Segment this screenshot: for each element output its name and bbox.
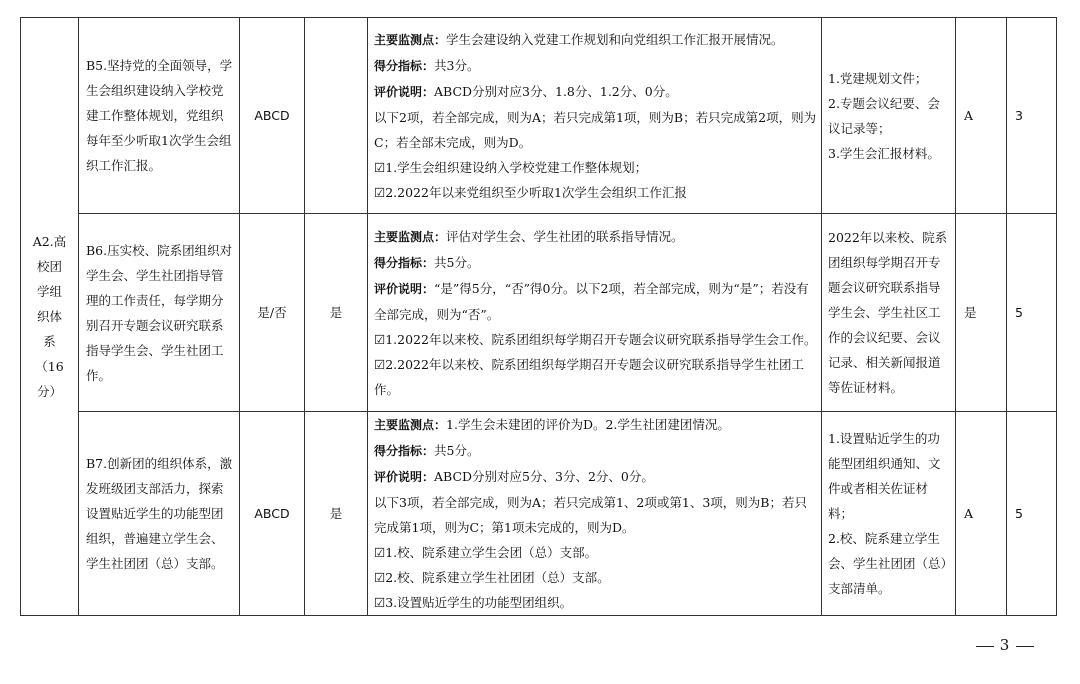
- type-cell: 是/否: [240, 214, 305, 412]
- detail-text: 共5分。: [434, 254, 480, 270]
- detail-line: [374, 276, 817, 327]
- table-row: [21, 18, 1057, 214]
- group-label-line: 系: [43, 334, 56, 349]
- self-eval-cell: 是: [305, 412, 368, 616]
- group-label-line: 校团: [36, 259, 62, 274]
- detail-line: 以下3项，若全部完成，则为A；若只完成第1、2项或第1、3项，则为B；若只完成第1项，则为C；第1项未完成的，则为D。: [374, 495, 807, 535]
- type-cell: ABCD: [240, 412, 305, 616]
- detail-line: 以下2项，若全部完成，则为A；若只完成第1项，则为B；若只完成第2项，则为C；若全部未完成，则为D。: [374, 109, 817, 150]
- detail-line: [374, 412, 817, 438]
- item-cell: B7.创新团的组织体系，激发班级团支部活力，探索设置贴近学生的功能型团组织，普遍建立学生会、学生社团团（总）支部。: [79, 412, 240, 616]
- group-cell: [21, 18, 79, 616]
- detail-cell: [368, 214, 822, 412]
- detail-line: ☑1.校、院系建立学生会团（总）支部。: [374, 545, 598, 560]
- page-number: [976, 636, 1034, 654]
- detail-label: 评价说明：: [374, 281, 435, 296]
- detail-cell: [368, 18, 822, 214]
- detail-line: ☑2.校、院系建立学生社团团（总）支部。: [374, 570, 610, 585]
- detail-line: ☑2.2022年以来校、院系团组织每学期召开专题会议研究联系指导学生社团工作。: [374, 356, 804, 397]
- item-cell: B5.坚持党的全面领导，学生会组织建设纳入学校党建工作整体规划，党组织每年至少听取1次学生会组织工作汇报。: [79, 18, 240, 214]
- detail-line: [374, 250, 817, 276]
- detail-text: 学生会建设纳入党建工作规划和向党组织工作汇报开展情况。: [446, 31, 784, 47]
- page-number-dash-left: [976, 646, 994, 647]
- self-eval-cell: 是: [305, 214, 368, 412]
- score-cell: 5: [1007, 412, 1057, 616]
- detail-line: [374, 27, 817, 53]
- detail-line: [374, 79, 817, 105]
- materials-cell: 2022年以来校、院系团组织每学期召开专题会议研究联系指导学生会、学生社区工作的会议纪要、会议记录、相关新闻报道等佐证材料。: [822, 214, 956, 412]
- detail-text: ABCD分别对应3分、1.8分、1.2分、0分。: [434, 83, 678, 99]
- score-cell: 3: [1007, 18, 1057, 214]
- detail-label: 评价说明：: [374, 84, 435, 99]
- material-line: 2.校、院系建立学生会、学生社团团（总）支部清单。: [828, 531, 947, 596]
- materials-cell: [822, 18, 956, 214]
- detail-line: ☑2.2022年以来党组织至少听取1次学生会组织工作汇报: [374, 184, 687, 200]
- detail-line: [374, 464, 817, 490]
- group-label-line: A2.高: [32, 234, 67, 249]
- detail-text: “是”得5分，“否”得0分。以下2项，若全部完成，则为“是”；若没有全部完成，则为“否”。: [374, 280, 809, 322]
- page-number-dash-right: [1016, 646, 1034, 647]
- item-cell: B6.压实校、院系团组织对学生会、学生社团指导管理的工作责任，每学期分别召开专题会议研究联系指导学生会、学生社团工作。: [79, 214, 240, 412]
- detail-text: 评估对学生会、学生社团的联系指导情况。: [446, 228, 684, 244]
- detail-label: 得分指标：: [374, 444, 435, 458]
- group-label-line: （16: [35, 359, 64, 374]
- evaluation-table: [20, 17, 1057, 616]
- detail-label: 得分指标：: [374, 58, 435, 73]
- group-label-line: 分）: [36, 384, 62, 399]
- detail-label: 主要监测点：: [374, 32, 447, 47]
- group-label-line: 织体: [36, 309, 62, 324]
- result-cell: 是: [956, 214, 1007, 412]
- detail-line: ☑1.学生会组织建设纳入学校党建工作整体规划；: [374, 159, 648, 175]
- detail-line: ☑3.设置贴近学生的功能型团组织。: [374, 595, 573, 610]
- detail-text: 1.学生会未建团的评价为D。2.学生社团建团情况。: [446, 417, 730, 432]
- material-line: 1.设置贴近学生的功能型团组织通知、文件或者相关佐证材料；: [828, 431, 941, 521]
- page-number-value: 3: [999, 636, 1011, 654]
- detail-text: 共3分。: [434, 57, 480, 73]
- detail-label: 主要监测点：: [374, 229, 447, 244]
- detail-label: 主要监测点：: [374, 418, 447, 432]
- detail-line: [374, 53, 817, 79]
- material-line: 3.学生会汇报材料。: [828, 145, 940, 161]
- detail-text: ABCD分别对应5分、3分、2分、0分。: [434, 469, 654, 484]
- type-cell: ABCD: [240, 18, 305, 214]
- score-cell: 5: [1007, 214, 1057, 412]
- detail-cell: [368, 412, 822, 616]
- group-label-line: 学组: [36, 284, 62, 299]
- self-eval-cell: [305, 18, 368, 214]
- result-cell: A: [956, 18, 1007, 214]
- materials-cell: [822, 412, 956, 616]
- result-cell: A: [956, 412, 1007, 616]
- detail-label: 得分指标：: [374, 255, 435, 270]
- material-line: 1.党建规划文件；: [828, 70, 928, 86]
- detail-label: 评价说明：: [374, 470, 435, 484]
- detail-text: 共5分。: [434, 443, 480, 458]
- material-line: 2.专题会议纪要、会议记录等；: [828, 95, 940, 136]
- detail-line: [374, 438, 817, 464]
- detail-line: [374, 224, 817, 250]
- detail-line: ☑1.2022年以来校、院系团组织每学期召开专题会议研究联系指导学生会工作。: [374, 331, 817, 347]
- table-row: [21, 412, 1057, 616]
- table-row: [21, 214, 1057, 412]
